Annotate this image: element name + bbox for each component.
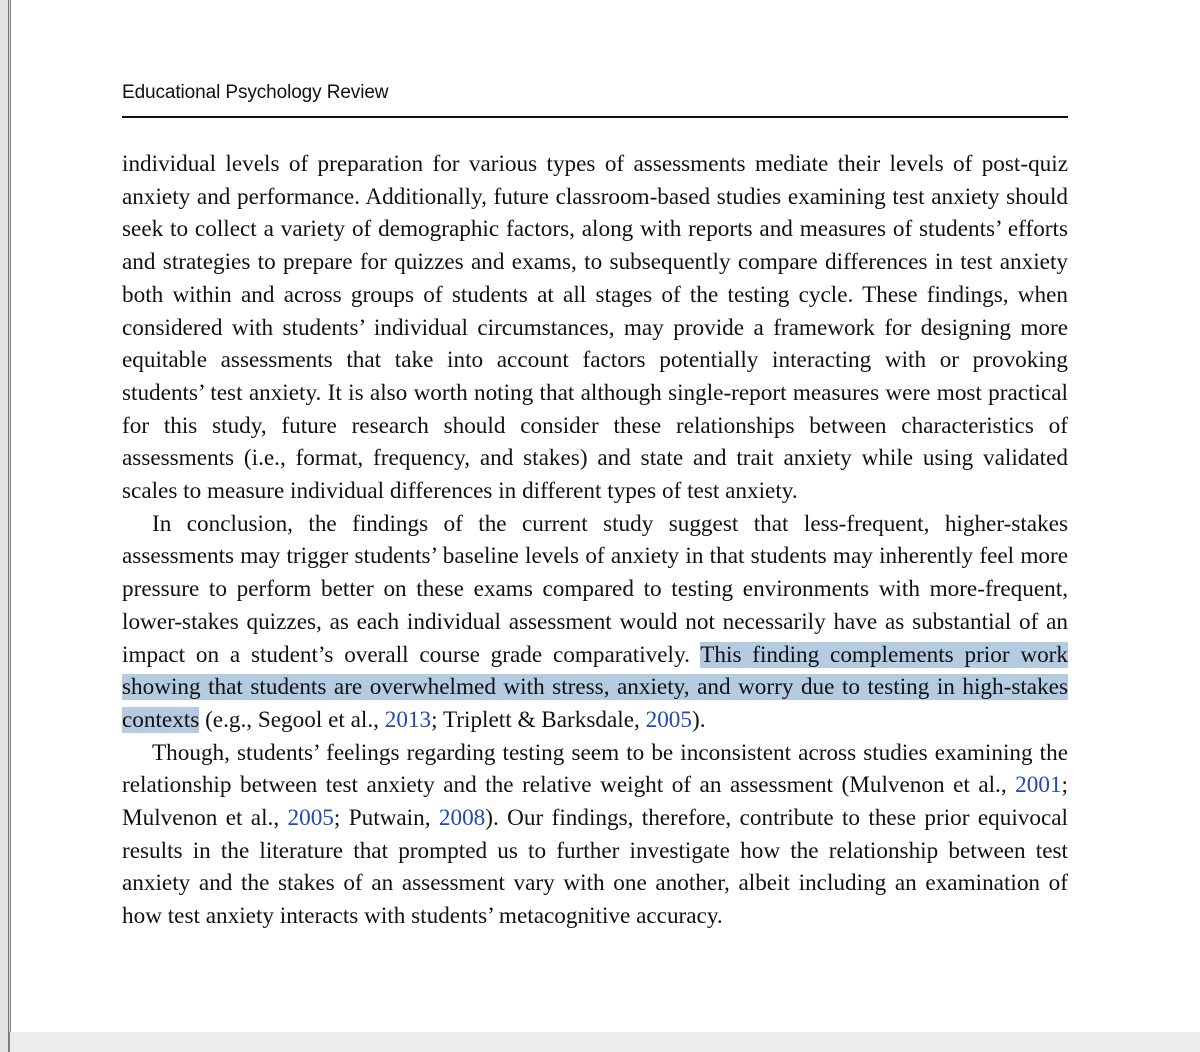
citation-link-2005[interactable]: 2005 bbox=[645, 706, 692, 733]
highlighted-text[interactable]: This finding complements prior work showing that students are overwhelmed with stress, anxiety, and worry due to testing in high-stakes contexts bbox=[122, 641, 1068, 733]
citation-link-2008[interactable]: 2008 bbox=[438, 805, 486, 832]
window-left-edge bbox=[0, 0, 10, 1052]
paragraph-text: ; Triplett & Barksdale, bbox=[431, 706, 646, 733]
citation-link-2005[interactable]: 2005 bbox=[287, 805, 334, 832]
paragraph-text: ). bbox=[691, 706, 706, 733]
paragraph-2 bbox=[122, 508, 1068, 737]
page-bottom-margin bbox=[10, 1032, 1200, 1052]
paragraph-3 bbox=[122, 737, 1068, 933]
journal-running-head: Educational Psychology Review bbox=[122, 82, 389, 103]
paragraph-text: (e.g., Segool et al., bbox=[199, 706, 385, 733]
paragraph-1 bbox=[122, 148, 1068, 508]
paragraph-text: ; Putwain, bbox=[333, 805, 439, 832]
paragraph-text: individual levels of preparation for various types of assessments mediate their levels of post-quiz anxiety and performance. Additionally, future classroom-based studies examining test anxiety should seek to collect a variety of demographic factors, along with reports and measures of students’ efforts and strategies to prepare for quizzes and exams, to subsequently compare differences in test anxiety both within and across groups of students at all stages of the testing cycle. These findings, when considered with students’ individual circumstances, may provide a framework for designing more equitable assessments that take into account factors potentially interacting with or provoking students’ test anxiety. It is also worth noting that although single-report measures were most practical for this study, future research should consider these relationships between characteristics of assessments (i.e., format, frequency, and stakes) and state and trait anxiety while using validated scales to measure individual differences in different types of test anxiety. bbox=[122, 151, 1068, 505]
paragraph-text: ; Mulvenon et al., bbox=[122, 772, 1068, 832]
citation-link-2013[interactable]: 2013 bbox=[384, 706, 432, 733]
paragraph-text: In conclusion, the findings of the current study suggest that less-frequent, higher-stakes assessments may trigger students’ baseline levels of anxiety in that students may inherently feel more pressure to perform better on these exams compared to testing environments with more-frequent, lower-stakes quizzes, as each individual assessment would not necessarily have as substantial of an impact on a student’s overall course grade comparatively. bbox=[122, 510, 1068, 668]
article-body bbox=[122, 148, 1068, 933]
paragraph-text: Though, students’ feelings regarding testing seem to be inconsistent across studies examining the relationship between test anxiety and the relative weight of an assessment (Mulvenon et al., bbox=[122, 739, 1068, 799]
paragraph-text: ). Our findings, therefore, contribute to these prior equivocal results in the literature that prompted us to further investigate how the relationship between test anxiety and the stakes of an assessment vary with one another, albeit including an examination of how test anxiety interacts with students’ metacognitive accuracy. bbox=[122, 805, 1068, 930]
header-rule bbox=[122, 116, 1068, 118]
citation-link-2001[interactable]: 2001 bbox=[1015, 772, 1062, 799]
